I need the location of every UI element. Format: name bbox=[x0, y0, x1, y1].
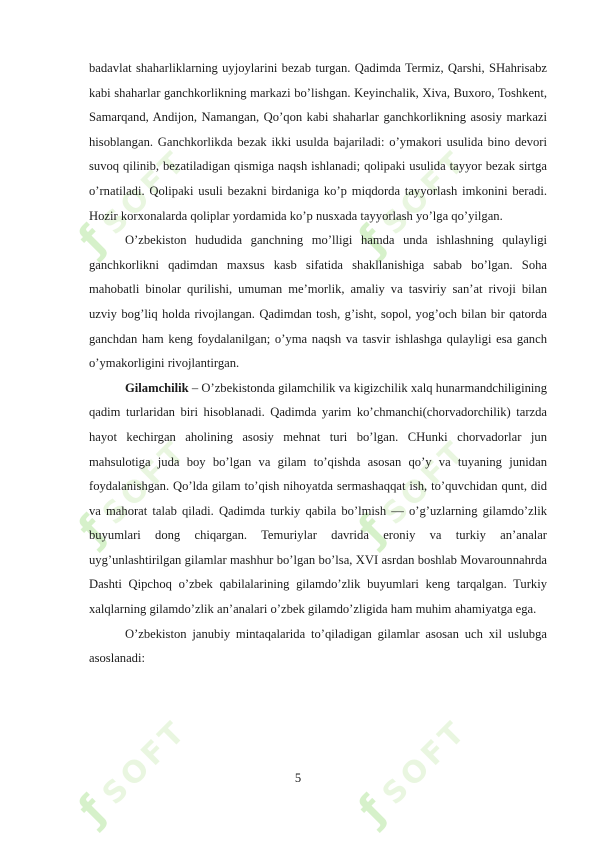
page-number: 5 bbox=[294, 771, 302, 785]
paragraph-text: O’zbekiston janubiy mintaqalarida to’qiladigan gilamlar asosan uch xil uslubga asoslanadi: bbox=[89, 626, 547, 666]
watermark-logo-icon: ƒ bbox=[350, 784, 398, 833]
watermark: ƒSOFT bbox=[70, 143, 195, 263]
watermark-logo-icon: ƒ bbox=[350, 504, 398, 553]
watermark: ƒSOFT bbox=[70, 713, 195, 833]
paragraph-text: badavlat shaharliklarning uyjoylarini bezab turgan. Qadimda Termiz, Qarshi, SHahrisabz kabi shaharlar ganchkorlikning markazi bo’lishgan. Keyinchalik, Xiva, Buxoro, Toshkent, Samarqand, Andijon, Namangan, Qo’qon kabi shaharlar ganchkorlikning asosiy markazi hisoblangan. Ganchkorlikda bezak ikki usulda bajariladi: o’ymakori usulida bino devori suvoq qilinib, bezatiladigan qismiga naqsh ishlanadi; qolipaki usulida tayyor bezak sirtga o’rnatiladi. Qolipaki usuli bezakni birdaniga ko’p miqdorda tayyorlash imkonini beradi. Hozir korxonalarda qoliplar yordamida ko’p nusxada tayyorlash yo’lga qo’yilgan. bbox=[89, 61, 547, 223]
paragraph-text: O’zbekiston hududida ganchning mo’lligi hamda unda ishlashning qulayligi ganchkorlikni qadimdan maxsus kasb sifatida shakllanishiga sabab bo’lgan. Soha mahobatli binolar qurilishi, umuman me’morlik, amaliy va tasviriy san’at rivoji bilan uzviy bog’liq holda rivojlangan. Qadimdan tosh, g’isht, sopol, yog’och bilan bir qatorda ganchdan ham keng foydalanilgan; o’yma naqsh va tasvir ishlashga qulayligi esa ganch o’ymakorligini rivojlantirgan. bbox=[89, 233, 547, 371]
body-text bbox=[89, 56, 547, 671]
watermark: ƒSOFT bbox=[70, 433, 195, 553]
paragraph-3 bbox=[89, 376, 547, 622]
bold-term: Gilamchilik bbox=[125, 380, 189, 395]
watermark: ƒSOFT bbox=[350, 433, 475, 553]
watermark-logo-icon: ƒ bbox=[350, 214, 398, 263]
paragraph-2 bbox=[89, 228, 547, 376]
watermark: ƒSOFT bbox=[350, 143, 475, 263]
paragraph-1 bbox=[89, 56, 547, 228]
watermark-logo-icon: ƒ bbox=[70, 784, 118, 833]
paragraph-4 bbox=[89, 622, 547, 671]
watermark-logo-icon: ƒ bbox=[70, 504, 118, 553]
watermark-logo-icon: ƒ bbox=[70, 214, 118, 263]
paragraph-text: – O’zbekistonda gilamchilik va kigizchilik xalq hunarmandchiligining qadim turlaridan biri hisoblanadi. Qadimda yarim ko’chmanchi(chorvadorchilik) tarzda hayot kechirgan aholining asosiy mehnat turi bo’lgan. CHunki chorvadorlar jun mahsulotiga juda boy bo’lgan va gilam to’qishda asosan qo’y va tuyaning junidan foydalanishgan. Qo’lda gilam to’qish nihoyatda sermashaqqat ish, to’quvchidan qunt, did va mahorat talab qiladi. Qadimda turkiy qabila bo’lmish — o’g’uzlarning gilamdo’zlik buyumlari dong chiqargan. Temuriylar davrida eroniy va turkiy an’analar uyg’unlashtirilgan gilamlar mashhur bo’lgan bo’lsa, XVI asrdan boshlab Movarounnahrda Dashti Qipchoq o’zbek qabilalarining gilamdo’zlik buyumlari keng tarqalgan. Turkiy xalqlarning gilamdo’zlik an’analari o’zbek gilamdo’zligida ham muhim ahamiyatga ega. bbox=[89, 380, 547, 617]
watermark: ƒSOFT bbox=[350, 713, 475, 833]
